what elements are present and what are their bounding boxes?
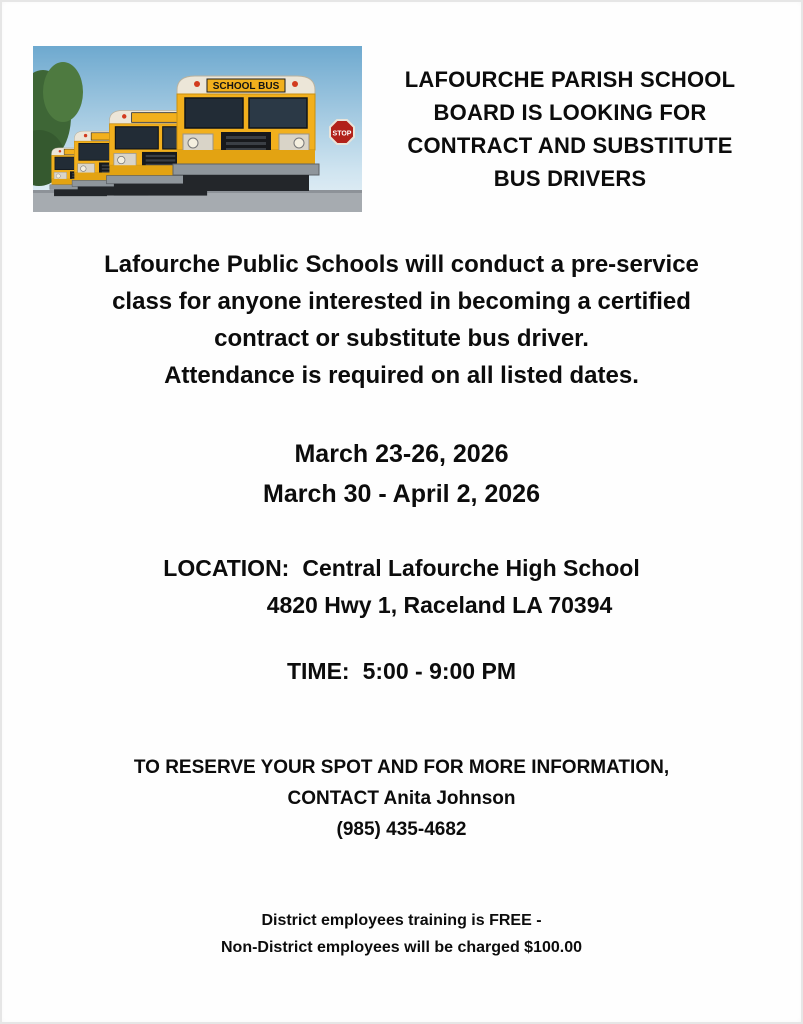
fee-note — [0, 907, 803, 961]
class-dates — [0, 434, 803, 514]
stop-sign — [330, 120, 354, 144]
flyer-title — [362, 46, 770, 212]
title-line: BOARD IS LOOKING FOR — [433, 100, 707, 125]
school-buses-photo — [33, 46, 362, 212]
date-line: March 23-26, 2026 — [294, 440, 509, 468]
main-school-bus — [173, 76, 319, 191]
time-value: 5:00 - 9:00 PM — [362, 658, 516, 684]
location-line — [0, 550, 803, 587]
title-line: LAFOURCHE PARISH SCHOOL — [404, 67, 736, 92]
stop-sign-text: STOP — [332, 130, 352, 138]
location-venue: Central Lafourche High School — [302, 555, 640, 581]
date-line: March 30 - April 2, 2026 — [263, 480, 540, 508]
location-section — [0, 550, 803, 624]
intro-line: Lafourche Public Schools will conduct a pre-service — [104, 251, 699, 278]
intro-paragraph — [0, 246, 803, 394]
time-section — [0, 656, 803, 686]
fee-note-line: Non-District employees will be charged $100.00 — [220, 939, 583, 956]
fee-note-line: District employees training is FREE - — [261, 912, 542, 929]
attendance-note: Attendance is required on all listed dates. — [164, 362, 639, 389]
time-label: TIME: — [286, 658, 350, 684]
reserve-line: TO RESERVE YOUR SPOT AND FOR MORE INFORMATION, — [133, 757, 670, 778]
school-bus-sign-text: SCHOOL BUS — [212, 81, 280, 92]
contact-phone: (985) 435-4682 — [336, 819, 467, 840]
title-line: CONTRACT AND SUBSTITUTE — [407, 133, 733, 158]
intro-line: class for anyone interested in becoming a certified — [112, 288, 691, 315]
title-line: BUS DRIVERS — [493, 166, 647, 191]
intro-line: contract or substitute bus driver. — [214, 325, 589, 352]
contact-section — [0, 752, 803, 845]
flyer-header — [33, 46, 770, 212]
contact-name-line: CONTACT Anita Johnson — [287, 788, 516, 809]
location-label: LOCATION: — [163, 555, 290, 581]
location-address: 4820 Hwy 1, Raceland LA 70394 — [266, 592, 613, 618]
